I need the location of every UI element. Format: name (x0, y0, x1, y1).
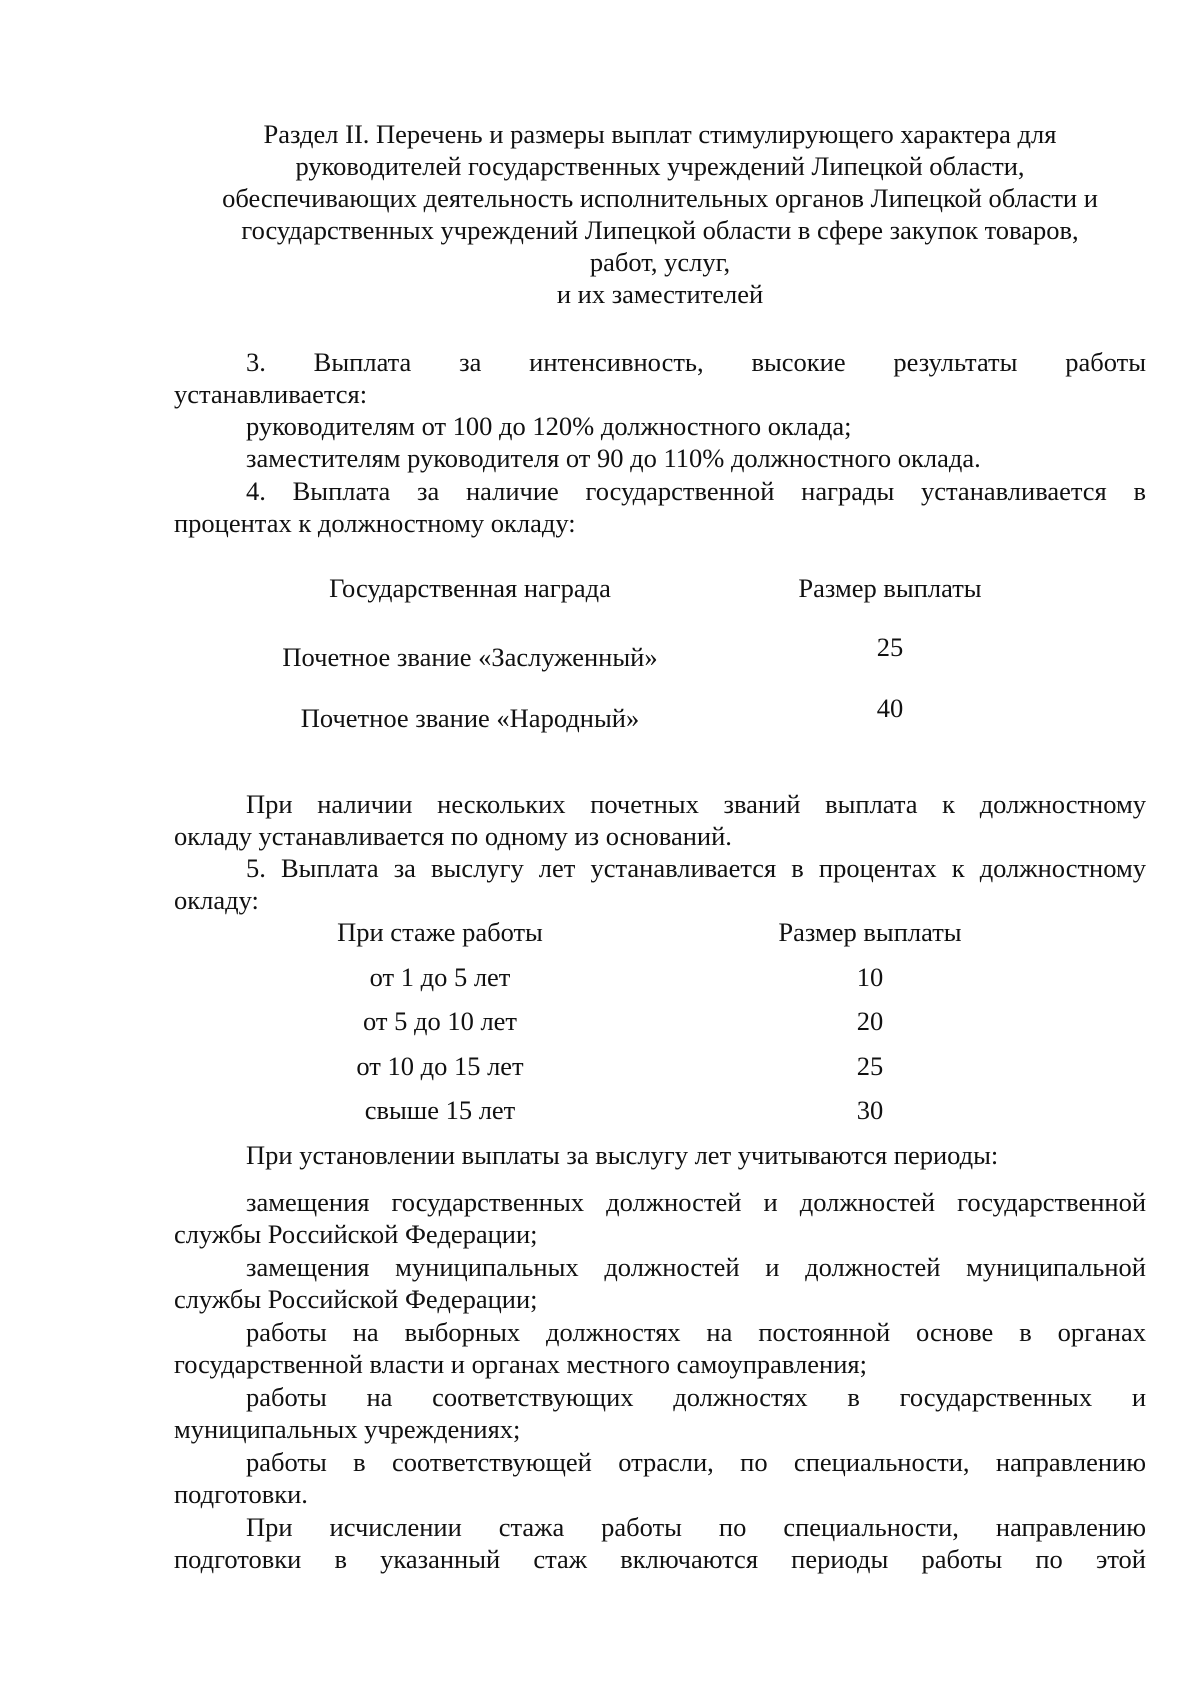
seniority-table-header-amount: Размер выплаты (778, 917, 962, 947)
period-item (174, 1316, 1146, 1380)
paragraph-line: окладу устанавливается по одному из оснований. (174, 821, 732, 851)
paragraph-line: 3. Выплата за интенсивность, высокие результаты работы (246, 347, 1146, 377)
awards-note-paragraph (174, 788, 1146, 852)
paragraph-line: подготовки. (174, 1479, 308, 1509)
paragraph-line: службы Российской Федерации; (174, 1219, 538, 1249)
awards-table-cell-award: Почетное звание «Народный» (300, 703, 640, 733)
section-title-line: работ, услуг, (589, 247, 731, 277)
periods-intro-paragraph (174, 1139, 1146, 1171)
final-paragraph (174, 1511, 1146, 1575)
item-3-deputies-line (174, 442, 1146, 474)
section-title-line: обеспечивающих деятельность исполнительных органов Липецкой области и (222, 183, 1098, 213)
paragraph-line: государственной власти и органах местного самоуправления; (174, 1349, 867, 1379)
awards-table-cell-award: Почетное звание «Заслуженный» (282, 642, 658, 672)
awards-table-cell-amount: 40 (876, 693, 904, 723)
section-title-line: Раздел II. Перечень и размеры выплат стимулирующего характера для (263, 119, 1057, 149)
paragraph-line: работы в соответствующей отрасли, по специальности, направлению (246, 1447, 1146, 1477)
item-3-heads-line (174, 410, 1146, 442)
paragraph-line: заместителям руководителя от 90 до 110% должностного оклада. (246, 443, 981, 473)
seniority-table-cell-amount: 10 (856, 962, 884, 992)
paragraph-line: окладу: (174, 885, 259, 915)
seniority-table-cell-amount: 25 (856, 1051, 884, 1081)
section-title-line: руководителей государственных учреждений Липецкой области, (295, 151, 1025, 181)
awards-table-header-award: Государственная награда (329, 573, 611, 603)
period-item (174, 1251, 1146, 1315)
paragraph-line: 5. Выплата за выслугу лет устанавливается в процентах к должностному (246, 853, 1146, 883)
section-title-line: государственных учреждений Липецкой области в сфере закупок товаров, (241, 215, 1079, 245)
paragraph-line: работы на соответствующих должностях в государственных и (246, 1382, 1146, 1412)
seniority-table-cell-amount: 30 (856, 1095, 884, 1125)
seniority-table-cell-period: от 5 до 10 лет (362, 1006, 518, 1036)
awards-table-header-amount: Размер выплаты (798, 573, 982, 603)
paragraph-line: устанавливается: (174, 379, 368, 409)
awards-table-cell-amount: 25 (876, 632, 904, 662)
paragraph-line: 4. Выплата за наличие государственной награды устанавливается в (246, 476, 1146, 506)
item-4-paragraph (174, 475, 1146, 539)
paragraph-line: При наличии нескольких почетных званий выплата к должностному (246, 789, 1146, 819)
paragraph-line: замещения государственных должностей и должностей государственной (246, 1187, 1146, 1217)
seniority-table-cell-period: от 1 до 5 лет (369, 962, 511, 992)
paragraph-line: подготовки в указанный стаж включаются периоды работы по этой (174, 1544, 1146, 1574)
paragraph-line: службы Российской Федерации; (174, 1284, 538, 1314)
item-5-paragraph (174, 852, 1146, 916)
section-title-line: и их заместителей (556, 279, 764, 309)
seniority-table-cell-period: свыше 15 лет (364, 1095, 516, 1125)
period-item (174, 1186, 1146, 1250)
section-title (174, 118, 1146, 310)
seniority-table-cell-amount: 20 (856, 1006, 884, 1036)
paragraph-line: При исчислении стажа работы по специальности, направлению (246, 1512, 1146, 1542)
paragraph-line: процентах к должностному окладу: (174, 508, 576, 538)
paragraph-line: работы на выборных должностях на постоянной основе в органах (246, 1317, 1146, 1347)
paragraph-line: замещения муниципальных должностей и должностей муниципальной (246, 1252, 1146, 1282)
seniority-table-header-period: При стаже работы (337, 917, 543, 947)
item-3-paragraph (174, 346, 1146, 410)
seniority-table-cell-period: от 10 до 15 лет (356, 1051, 524, 1081)
period-item (174, 1381, 1146, 1445)
paragraph-line: При установлении выплаты за выслугу лет учитываются периоды: (246, 1140, 999, 1170)
period-item (174, 1446, 1146, 1510)
paragraph-line: руководителям от 100 до 120% должностного оклада; (246, 411, 852, 441)
paragraph-line: муниципальных учреждениях; (174, 1414, 521, 1444)
